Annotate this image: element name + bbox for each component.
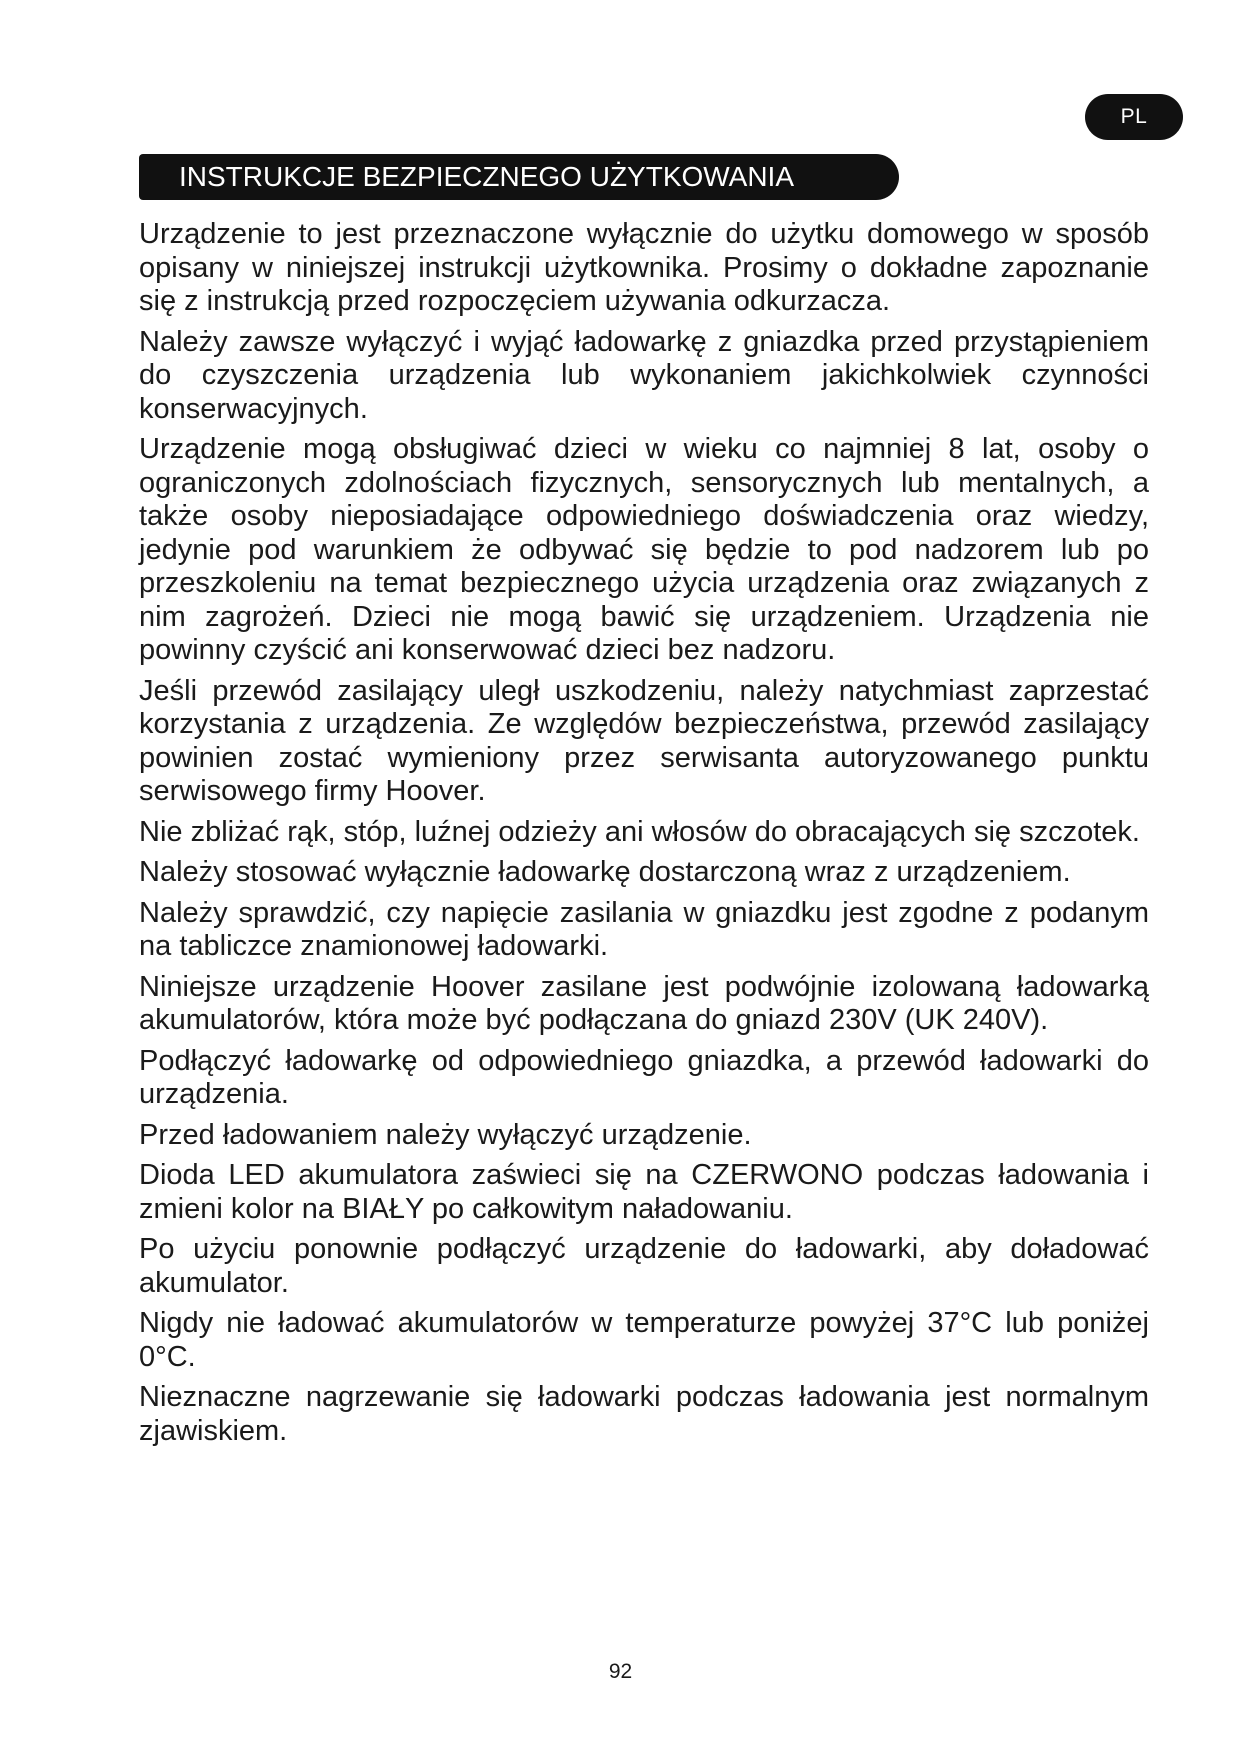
paragraph-rotating-brushes: Nie zbliżać rąk, stóp, luźnej odzieży ani włosów do obracających się szczotek. bbox=[139, 815, 1140, 848]
paragraph-charger-warming: Nieznaczne nagrzewanie się ładowarki podczas ładowania jest normalnym zjawiskiem. bbox=[139, 1381, 1149, 1447]
paragraph-double-insulated-charger: Niniejsze urządzenie Hoover zasilane jest podwójnie izolowaną ładowarką akumulatorów, która może być podłączana do gniazd 230V (UK 240V). bbox=[139, 970, 1149, 1036]
language-badge: PL bbox=[1085, 94, 1183, 140]
paragraph-supplied-charger: Należy stosować wyłącznie ładowarkę dostarczoną wraz z urządzeniem. bbox=[139, 856, 1071, 888]
paragraph-check-voltage: Należy sprawdzić, czy napięcie zasilania w gniazdku jest zgodne z podanym na tabliczce znamionowej ładowarki. bbox=[139, 896, 1149, 962]
paragraph-unplug-before-cleaning: Należy zawsze wyłączyć i wyjąć ładowarkę z gniazdka przed przystąpieniem do czyszczenia urządzenia lub wykonaniem jakichkolwiek czynności konserwacyjnych. bbox=[139, 325, 1149, 425]
paragraph-charging-temperature: Nigdy nie ładować akumulatorów w temperaturze powyżej 37°C lub poniżej 0°C. bbox=[139, 1307, 1149, 1373]
paragraph-connect-charger: Podłączyć ładowarkę od odpowiedniego gniazdka, a przewód ładowarki do urządzenia. bbox=[139, 1044, 1149, 1110]
paragraph-recharge-after-use: Po użyciu ponownie podłączyć urządzenie do ładowarki, aby doładować akumulator. bbox=[139, 1233, 1149, 1299]
paragraph-children-supervision: Urządzenie mogą obsługiwać dzieci w wieku co najmniej 8 lat, osoby o ograniczonych zdolnościach fizycznych, sensorycznych lub mentalnych, a także osoby nieposiadające odpowiedniego doświadczenia oraz wiedzy, jedynie pod warunkiem że odbywać się będzie to pod nadzorem lub po przeszkoleniu na temat bezpiecznego użycia urządzenia oraz związanych z nim zagrożeń. Dzieci nie mogą bawić się urządzeniem. Urządzenia nie powinny czyścić ani konserwować dzieci bez nadzoru. bbox=[139, 433, 1149, 666]
page-number: 92 bbox=[608, 1660, 633, 1683]
paragraph-domestic-use: Urządzenie to jest przeznaczone wyłącznie do użytku domowego w sposób opisany w niniejszej instrukcji użytkownika. Prosimy o dokładne zapoznanie się z instrukcją przed rozpoczęciem używania odkurzacza. bbox=[139, 218, 1149, 317]
paragraph-damaged-cord: Jeśli przewód zasilający uległ uszkodzeniu, należy natychmiast zaprzestać korzystania z urządzenia. Ze względów bezpieczeństwa, przewód zasilający powinien zostać wymieniony przez serwisanta autoryzowanego punktu serwisowego firmy Hoover. bbox=[139, 674, 1149, 807]
section-title: INSTRUKCJE BEZPIECZNEGO UŻYTKOWANIA bbox=[139, 154, 899, 200]
paragraph-battery-led: Dioda LED akumulatora zaświeci się na CZERWONO podczas ładowania i zmieni kolor na BIAŁY po całkowitym naładowaniu. bbox=[139, 1159, 1149, 1225]
paragraph-switch-off-before-charging: Przed ładowaniem należy wyłączyć urządzenie. bbox=[139, 1118, 752, 1151]
safety-instructions-body bbox=[139, 218, 1149, 1455]
